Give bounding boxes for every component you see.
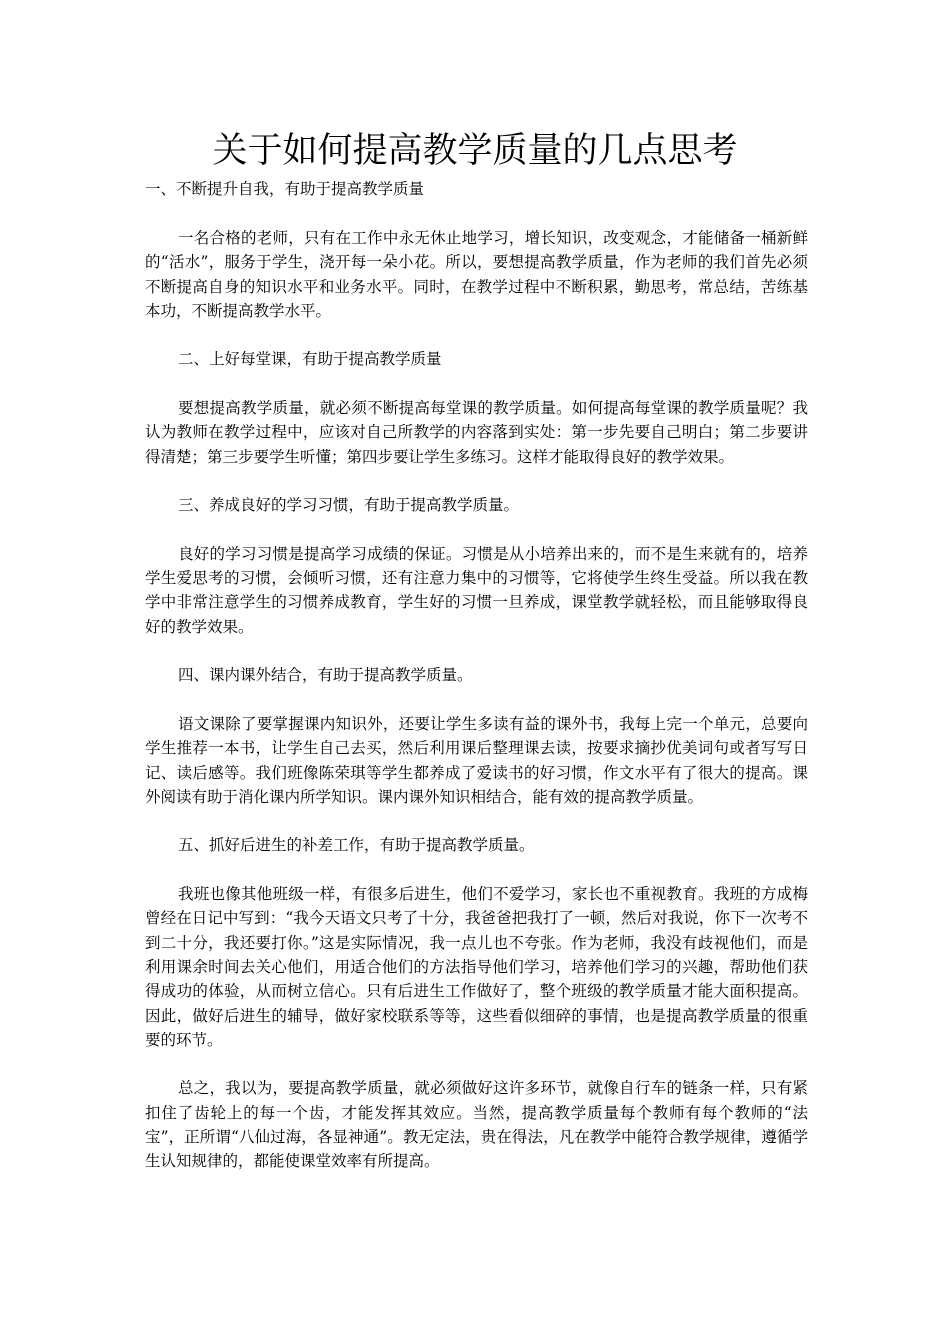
section-2-heading: 二、上好每堂课，有助于提高教学质量	[178, 350, 442, 369]
section-4-heading: 四、课内课外结合，有助于提高教学质量。	[178, 666, 473, 685]
section-3-paragraph: 良好的学习习惯是提高学习成绩的保证。习惯是从小培养出来的，而不是生来就有的，培养学生爱思考的习惯，会倾听习惯，还有注意力集中的习惯等，它将使学生终生受益。所以我在教学中非常注意学生的习惯养成教育，学生好的习惯一旦养成，课堂教学就轻松，而且能够取得良好的教学效果。	[145, 544, 808, 636]
document-body	[145, 226, 808, 1198]
section-1-heading: 一、不断提升自我，有助于提高教学质量	[145, 180, 425, 198]
section-2-paragraph: 要想提高教学质量，就必须不断提高每堂课的教学质量。如何提高每堂课的教学质量呢？我认为教师在教学过程中，应该对自己所教学的内容落到实处：第一步先要自己明白；第二步要讲得清楚；第三步要学生听懂；第四步要让学生多练习。这样才能取得良好的教学效果。	[145, 399, 808, 466]
section-1-paragraph: 一名合格的老师，只有在工作中永无休止地学习，增长知识，改变观念，才能储备一桶新鲜的“活水”，服务于学生，浇开每一朵小花。所以，要想提高教学质量，作为老师的我们首先必须不断提高自身的知识水平和业务水平。同时，在教学过程中不断积累，勤思考，常总结，苦练基本功，不断提高教学水平。	[145, 229, 808, 320]
section-5-paragraph: 我班也像其他班级一样，有很多后进生，他们不爱学习，家长也不重视教育。我班的方成梅曾经在日记中写到：“我今天语文只考了十分，我爸爸把我打了一顿，然后对我说，你下一次考不到二十分，我还要打你。”这是实际情况，我一点儿也不夸张。作为老师，我没有歧视他们，而是利用课余时间去关心他们，用适合他们的方法指导他们学习，培养他们学习的兴趣，帮助他们获得成功的体验，从而树立信心。只有后进生工作做好了，整个班级的教学质量才能大面积提高。因此，做好后进生的辅导，做好家校联系等等，这些看似细碎的事情，也是提高教学质量的很重要的环节。	[145, 885, 808, 1049]
section-3-heading: 三、养成良好的学习习惯，有助于提高教学质量。	[178, 496, 520, 515]
conclusion-paragraph: 总之，我以为，要提高教学质量，就必须做好这许多环节，就像自行车的链条一样，只有紧扣住了齿轮上的每一个齿，才能发挥其效应。当然，提高教学质量每个教师有每个教师的“法宝”，正所谓“八仙过海，各显神通”。教无定法，贵在得法，凡在教学中能符合教学规律，遵循学生认知规律的，都能使课堂效率有所提高。	[145, 1079, 808, 1171]
section-5-heading: 五、抓好后进生的补差工作，有助于提高教学质量。	[178, 836, 535, 855]
document-title: 关于如何提高教学质量的几点思考	[212, 131, 738, 171]
section-4-paragraph: 语文课除了要掌握课内知识外，还要让学生多读有益的课外书，我每上完一个单元，总要向学生推荐一本书，让学生自己去买，然后利用课后整理课去读，按要求摘抄优美词句或者写写日记、读后感等。我们班像陈荣琪等学生都养成了爱读书的好习惯，作文水平有了很大的提高。课外阅读有助于消化课内所学知识。课内课外知识相结合，能有效的提高教学质量。	[145, 714, 808, 806]
